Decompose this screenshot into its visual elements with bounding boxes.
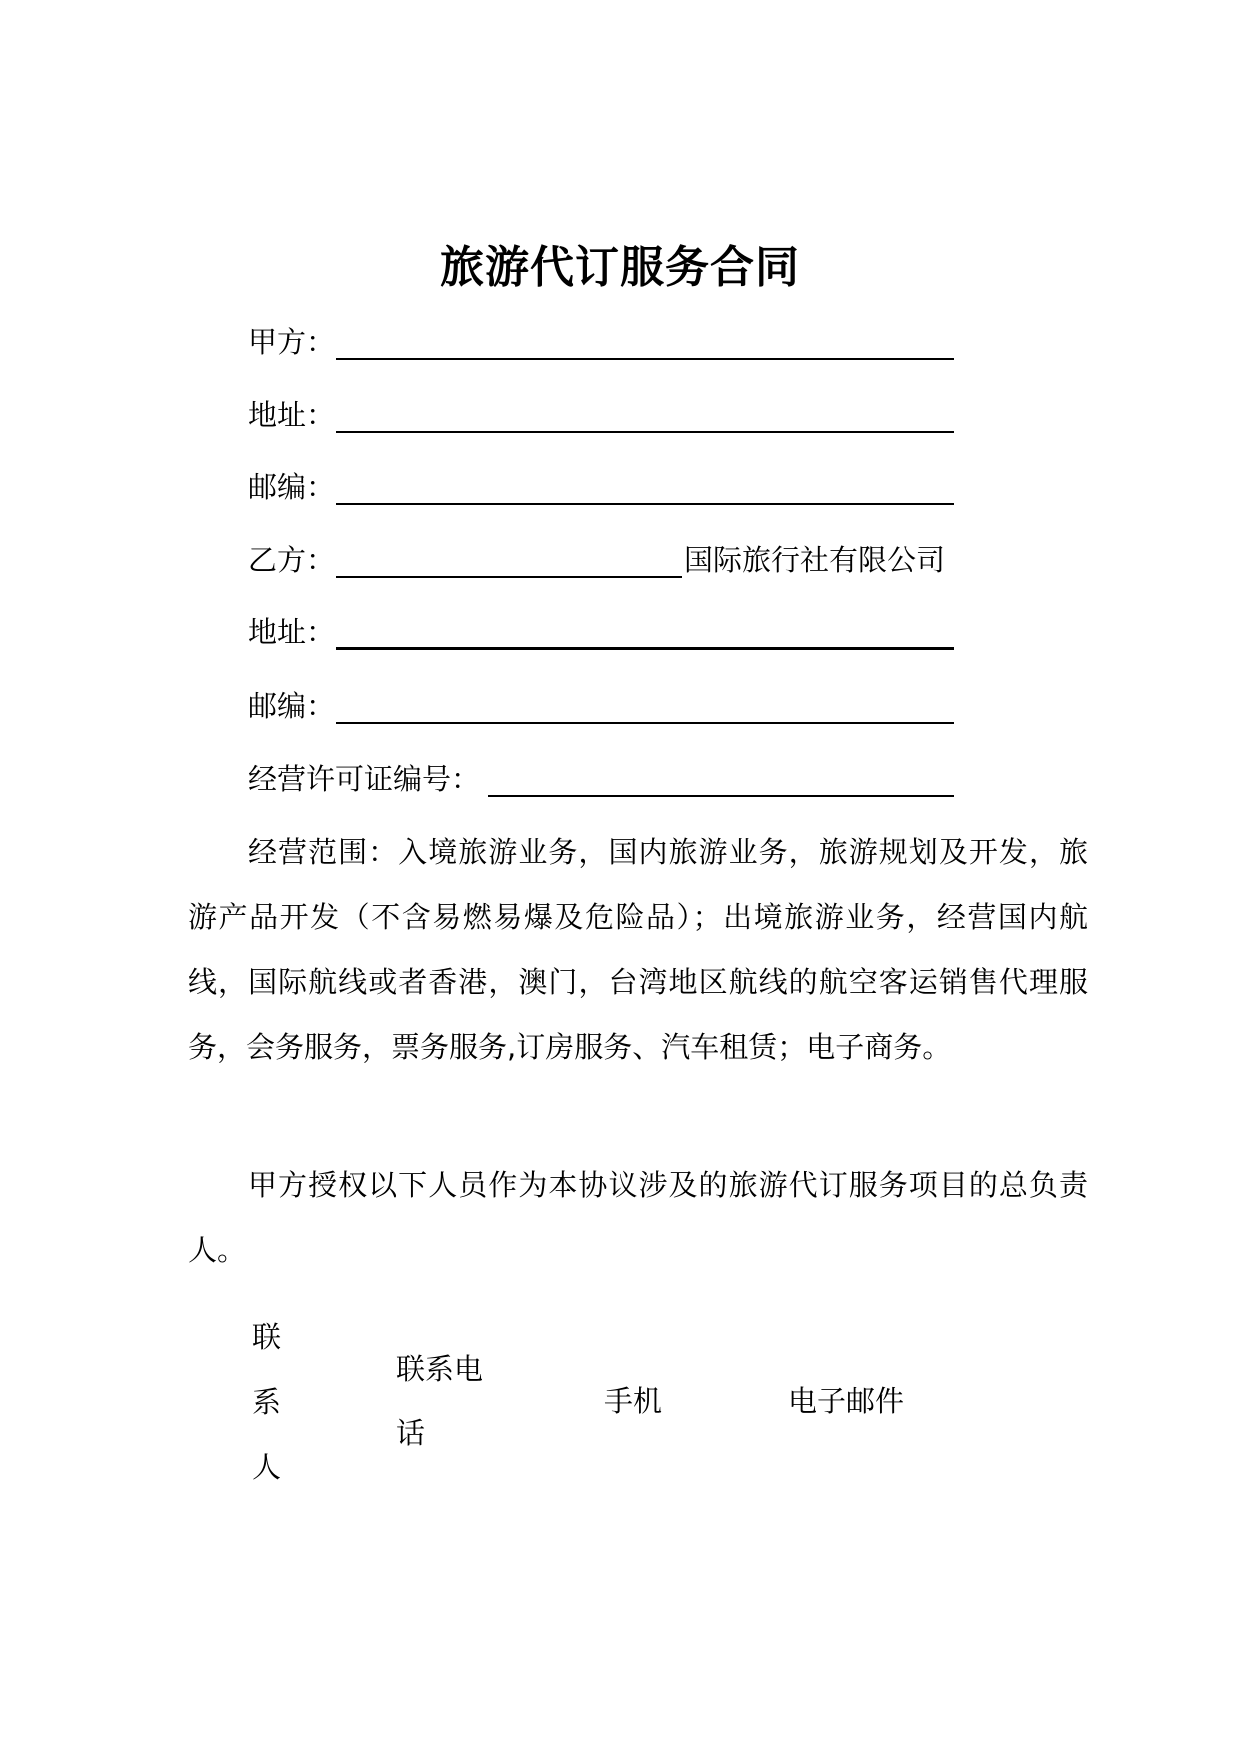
party-a-address-field (248, 395, 960, 435)
party-a-name-blank[interactable] (336, 358, 954, 360)
party-a-name-label: 甲方： (248, 325, 336, 359)
party-a-postcode-label: 邮编： (248, 470, 336, 504)
authorization-paragraph: 甲方授权以下人员作为本协议涉及的旅游代订服务项目的总负责人。 (188, 1168, 1088, 1267)
contact-person-header: 联系人 (252, 1320, 282, 1484)
party-a-address-blank[interactable] (336, 431, 954, 433)
license-number-label: 经营许可证编号： (248, 762, 481, 796)
document-title: 旅游代订服务合同 (440, 242, 800, 293)
party-b-address-field (248, 612, 960, 652)
party-a-name-field (248, 322, 960, 362)
contact-phone-header: 联系电话 (396, 1352, 484, 1450)
party-b-name-field (248, 540, 960, 580)
party-a-postcode-blank[interactable] (336, 503, 954, 505)
mobile-header: 手机 (604, 1384, 663, 1418)
license-number-field (248, 759, 960, 799)
license-number-blank[interactable] (488, 795, 954, 797)
party-b-name-label: 乙方： (248, 543, 336, 577)
party-b-name-blank[interactable] (336, 576, 682, 578)
party-b-address-blank[interactable] (336, 647, 954, 650)
party-a-postcode-field (248, 467, 960, 507)
party-b-name-suffix: 国际旅行社有限公司 (684, 543, 946, 577)
party-b-postcode-blank[interactable] (336, 722, 954, 724)
party-b-postcode-field (248, 686, 960, 726)
business-scope-paragraph: 经营范围：入境旅游业务，国内旅游业务，旅游规划及开发，旅游产品开发（不含易燃易爆及危险品）；出境旅游业务，经营国内航线，国际航线或者香港，澳门，台湾地区航线的航空客运销售代理服务，会务服务，票务服务,订房服务、汽车租赁；电子商务。 (188, 835, 1088, 1064)
party-a-address-label: 地址： (248, 398, 336, 432)
party-b-address-label: 地址： (248, 615, 336, 649)
party-b-postcode-label: 邮编： (248, 689, 336, 723)
email-header: 电子邮件 (788, 1384, 905, 1418)
